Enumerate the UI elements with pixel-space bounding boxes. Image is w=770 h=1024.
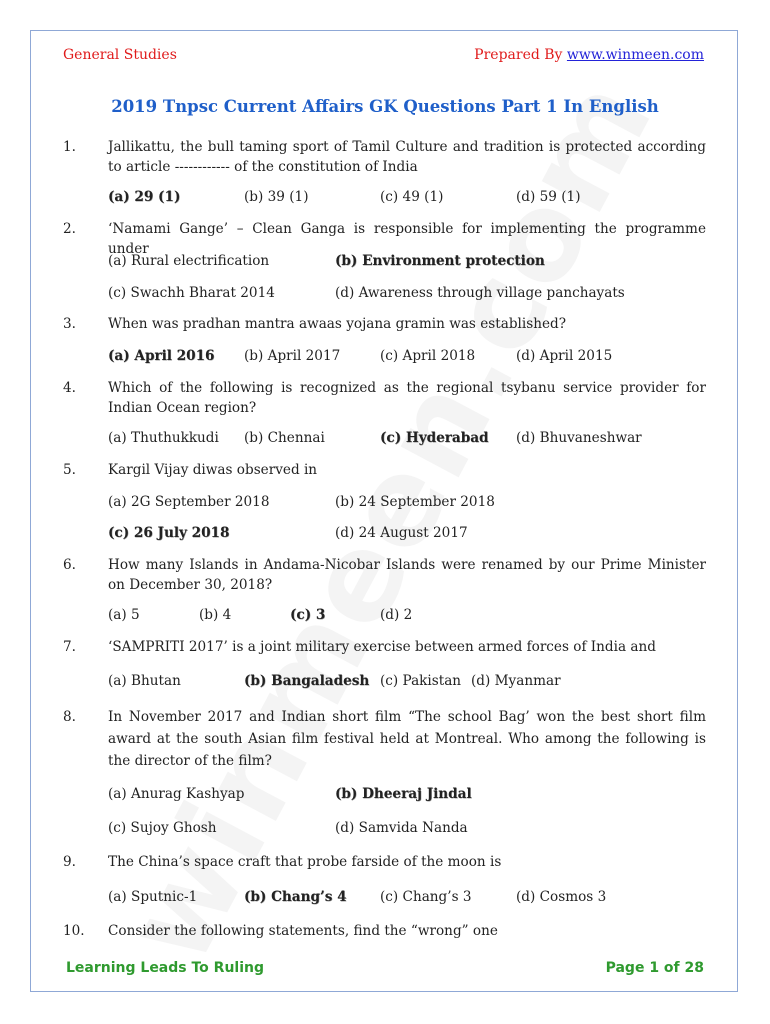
option-c: (c) Sujoy Ghosh: [108, 820, 217, 836]
option-a: (a) Thuthukkudi: [108, 430, 219, 446]
option-a: (a) 5: [108, 607, 140, 623]
page-number: Page 1 of 28: [605, 960, 704, 976]
question-number: 7.: [63, 639, 76, 655]
option-c: (c) Swachh Bharat 2014: [108, 285, 275, 301]
option-a: (a) April 2016: [108, 348, 215, 364]
option-a: (a) Rural electrification: [108, 253, 270, 269]
question-6: [63, 555, 706, 595]
question-9: [63, 852, 706, 872]
option-c: (c) April 2018: [380, 348, 476, 364]
option-c: (c) 3: [290, 607, 326, 623]
question-1: [63, 137, 706, 177]
question-number: 1.: [63, 139, 76, 155]
header-prepared-by: [474, 47, 704, 63]
option-d: (d) 2: [380, 607, 413, 623]
option-b: (b) 4: [199, 607, 232, 623]
question-text: Which of the following is recognized as the regional tsybanu service provider for Indian Ocean region?: [108, 380, 706, 416]
option-a: (a) Sputnic-1: [108, 889, 198, 905]
option-c: (c) Hyderabad: [380, 430, 489, 446]
question-text: ‘Namami Gange’ – Clean Ganga is responsible for implementing the programme under: [108, 221, 706, 257]
question-number: 3.: [63, 316, 76, 332]
question-4: [63, 378, 706, 418]
option-a: (a) Bhutan: [108, 673, 181, 689]
option-d: (d) 24 August 2017: [335, 525, 468, 541]
option-b: (b) Chang’s 4: [244, 889, 347, 905]
header-subject: General Studies: [63, 47, 177, 63]
prepared-by-label: Prepared By: [474, 47, 567, 63]
option-a: (a) 2G September 2018: [108, 494, 270, 510]
question-text: How many Islands in Andama-Nicobar Islands were renamed by our Prime Minister on December 30, 2018?: [108, 557, 706, 593]
option-b: (b) Dheeraj Jindal: [335, 786, 472, 802]
question-number: 9.: [63, 854, 76, 870]
option-b: (b) 39 (1): [244, 189, 309, 205]
question-5: [63, 460, 706, 480]
option-b: (b) 24 September 2018: [335, 494, 495, 510]
option-b: (b) Environment protection: [335, 253, 545, 269]
question-3: [63, 314, 706, 334]
question-number: 10.: [63, 923, 85, 939]
option-c: (c) 26 July 2018: [108, 525, 230, 541]
option-a: (a) Anurag Kashyap: [108, 786, 245, 802]
question-number: 8.: [63, 709, 76, 725]
option-d: (d) Bhuvaneshwar: [516, 430, 642, 446]
option-d: (d) Myanmar: [471, 673, 561, 689]
option-d: (d) Cosmos 3: [516, 889, 607, 905]
option-c: (c) Chang’s 3: [380, 889, 472, 905]
footer-slogan: Learning Leads To Ruling: [66, 960, 265, 976]
option-d: (d) April 2015: [516, 348, 613, 364]
option-b: (b) Chennai: [244, 430, 325, 446]
question-text: Kargil Vijay diwas observed in: [108, 462, 318, 478]
question-text: When was pradhan mantra awaas yojana gramin was established?: [108, 316, 566, 332]
option-b: (b) April 2017: [244, 348, 341, 364]
question-number: 2.: [63, 221, 76, 237]
question-text: Jallikattu, the bull taming sport of Tamil Culture and tradition is protected according to article ------------ of the constitution of India: [108, 139, 706, 175]
question-10: [63, 921, 706, 941]
site-link[interactable]: www.winmeen.com: [566, 47, 704, 63]
option-c: (c) 49 (1): [380, 189, 444, 205]
question-number: 5.: [63, 462, 76, 478]
question-number: 6.: [63, 557, 76, 573]
option-d: (d) Samvida Nanda: [335, 820, 468, 836]
question-number: 4.: [63, 380, 76, 396]
option-c: (c) Pakistan: [380, 673, 462, 689]
question-text: The China’s space craft that probe farside of the moon is: [108, 854, 502, 870]
question-7: [63, 637, 706, 657]
option-d: (d) 59 (1): [516, 189, 581, 205]
question-text: ‘SAMPRITI 2017’ is a joint military exercise between armed forces of India and: [108, 639, 656, 655]
question-8: [63, 706, 706, 772]
question-text: In November 2017 and Indian short film “The school Bag’ won the best short film award at the south Asian film festival held at Montreal. Who among the following is the director of the film?: [108, 709, 706, 769]
option-b: (b) Bangaladesh: [244, 673, 370, 689]
question-text: Consider the following statements, find the “wrong” one: [108, 923, 498, 939]
option-d: (d) Awareness through village panchayats: [335, 285, 625, 301]
page-title: 2019 Tnpsc Current Affairs GK Questions Part 1 In English: [111, 97, 659, 116]
option-a: (a) 29 (1): [108, 189, 181, 205]
